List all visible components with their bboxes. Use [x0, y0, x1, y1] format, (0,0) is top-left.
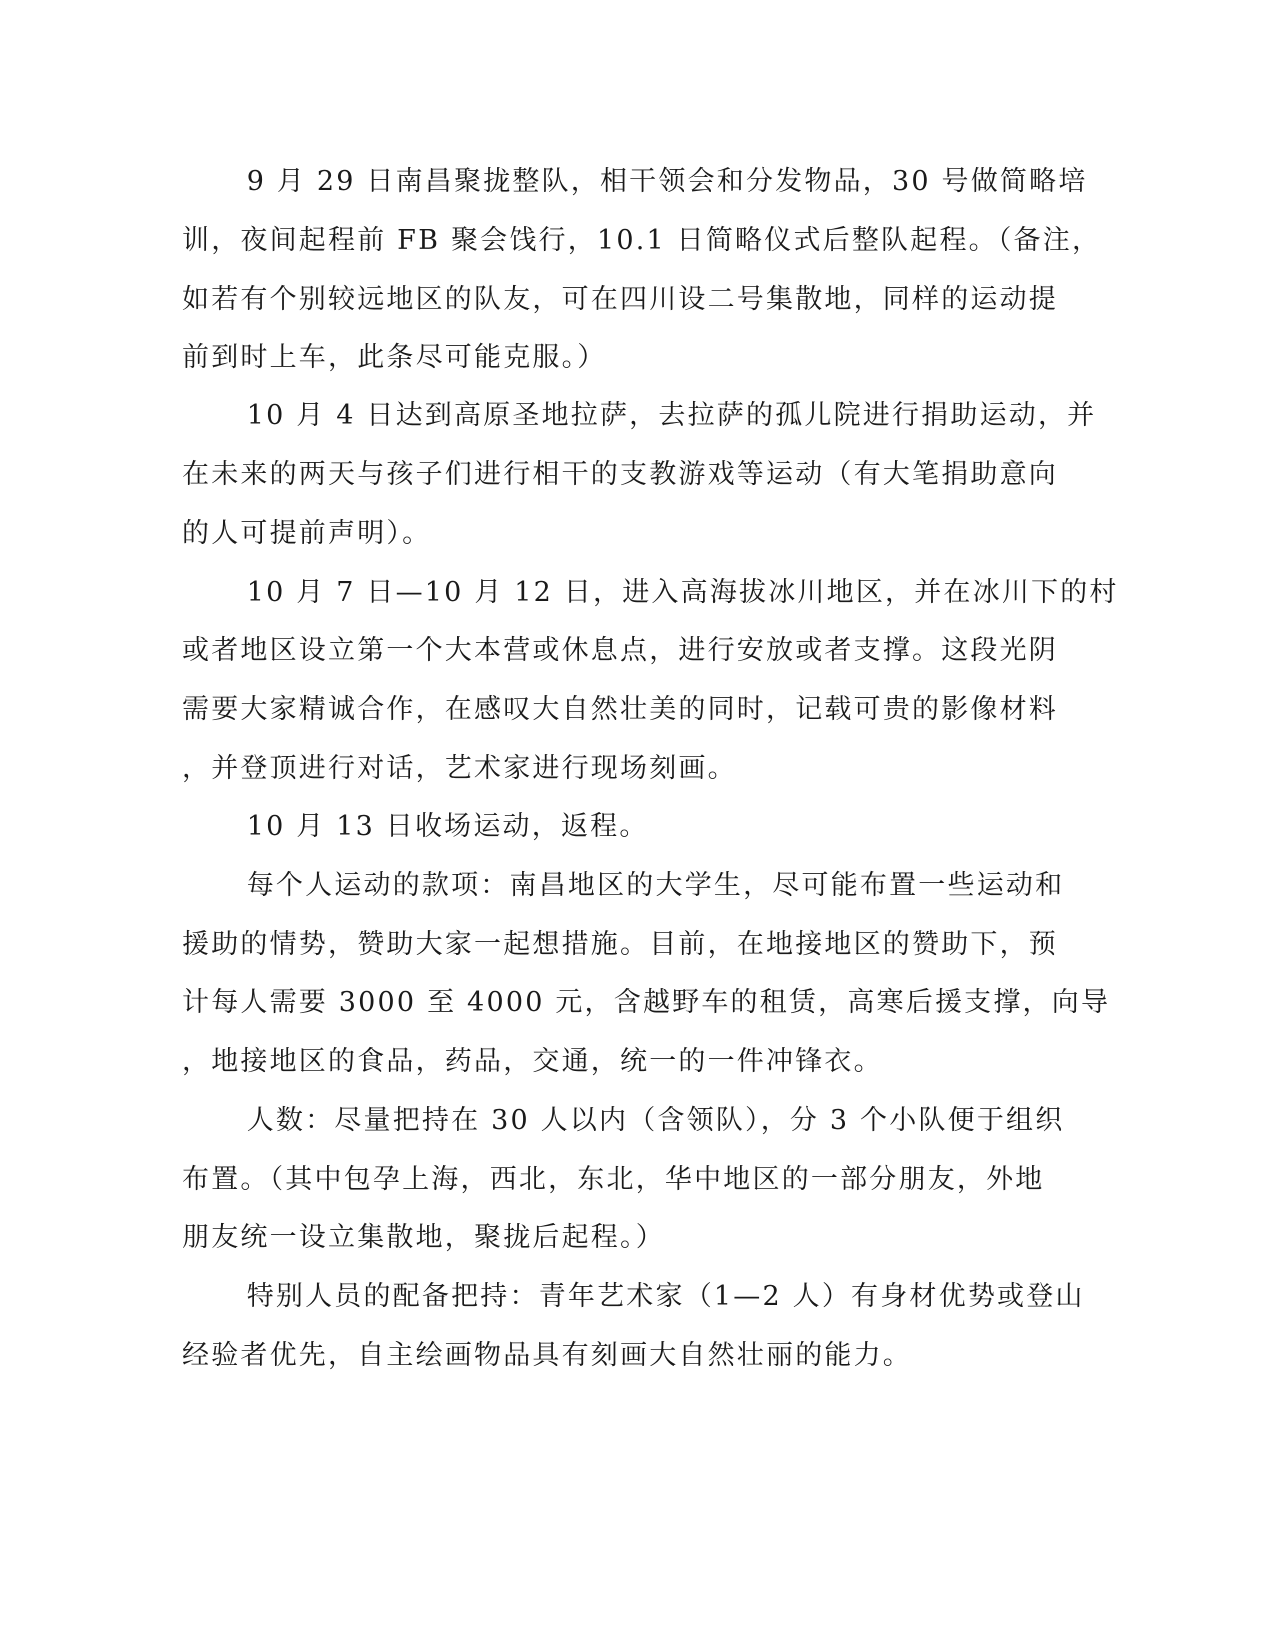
paragraph-7-line-2: 经验者优先，自主绘画物品具有刻画大自然壮丽的能力。 — [182, 1340, 912, 1371]
paragraph-6-line-3: 朋友统一设立集散地，聚拢后起程。） — [182, 1222, 665, 1253]
paragraph-1-line-3: 如若有个别较远地区的队友，可在四川设二号集散地，同样的运动提 — [182, 284, 1058, 315]
paragraph-4-line-1: 10 月 13 日收场运动，返程。 — [182, 811, 649, 842]
paragraph-2-line-3: 的人可提前声明）。 — [182, 518, 432, 549]
paragraph-5-line-2: 援助的情势，赞助大家一起想措施。目前，在地接地区的赞助下，预 — [182, 929, 1058, 960]
paragraph-2-line-2: 在未来的两天与孩子们进行相干的支教游戏等运动（有大笔捐助意向 — [182, 459, 1058, 490]
paragraph-3-line-3: 需要大家精诚合作，在感叹大自然壮美的同时，记载可贵的影像材料 — [182, 694, 1058, 725]
paragraph-1-line-2: 训，夜间起程前 FB 聚会饯行，10.1 日简略仪式后整队起程。（备注， — [182, 225, 1102, 256]
paragraph-3-line-2: 或者地区设立第一个大本营或休息点，进行安放或者支撑。这段光阴 — [182, 635, 1058, 666]
paragraph-2-line-1: 10 月 4 日达到高原圣地拉萨，去拉萨的孤儿院进行捐助运动，并 — [182, 400, 1097, 431]
paragraph-7-line-1: 特别人员的配备把持：青年艺术家（1—2 人）有身材优势或登山 — [182, 1281, 1085, 1312]
paragraph-5-line-3: 计每人需要 3000 至 4000 元，含越野车的租赁，高寒后援支撑，向导 — [182, 987, 1111, 1018]
paragraph-5-line-4: ，地接地区的食品，药品，交通，统一的一件冲锋衣。 — [182, 1046, 883, 1077]
paragraph-3-line-4: ，并登顶进行对话，艺术家进行现场刻画。 — [182, 753, 737, 784]
paragraph-6-line-1: 人数：尽量把持在 30 人以内（含领队），分 3 个小队便于组织 — [182, 1105, 1065, 1136]
paragraph-3-line-1: 10 月 7 日—10 月 12 日，进入高海拔冰川地区，并在冰川下的村 — [182, 577, 1119, 608]
paragraph-1-line-1: 9 月 29 日南昌聚拢整队，相干领会和分发物品，30 号做简略培 — [182, 166, 1088, 197]
paragraph-1-line-4: 前到时上车，此条尽可能克服。） — [182, 342, 607, 373]
paragraph-5-line-1: 每个人运动的款项：南昌地区的大学生，尽可能布置一些运动和 — [182, 870, 1065, 901]
paragraph-6-line-2: 布置。（其中包孕上海，西北，东北，华中地区的一部分朋友，外地 — [182, 1164, 1045, 1195]
